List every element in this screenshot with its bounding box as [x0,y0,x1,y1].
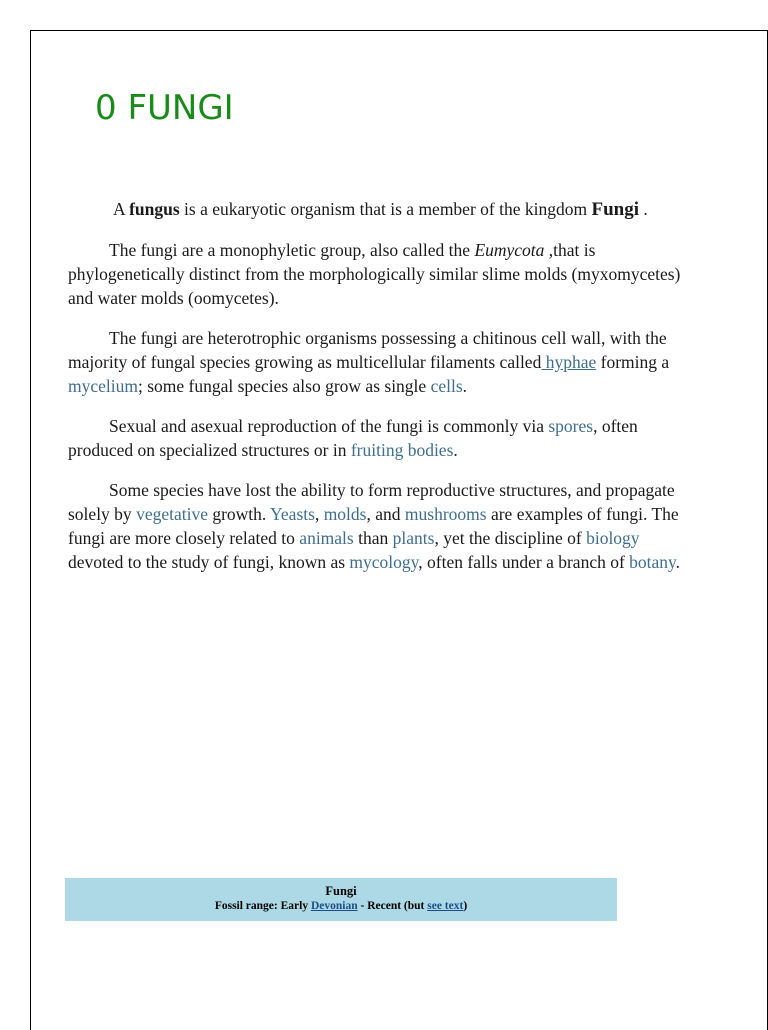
link-yeasts[interactable]: Yeasts [270,504,315,524]
link-mycology[interactable]: mycology [349,552,419,572]
link-devonian[interactable]: Devonian [310,900,358,912]
paragraph-species: Some species have lost the ability to form reproductive structures, and propagate solely by vegetative growth. Yeasts, molds, and mushrooms are examples of fungi. The fungi are more closely related to animals than plants, yet the discipline of biology devoted to the study of fungi, known as mycology, often falls under a branch of botany. [68,480,681,572]
page-title: 0 FUNGI [95,88,234,128]
term-fungi: Fungi [591,199,639,220]
term-eumycota: Eumycota [474,240,545,260]
link-biology[interactable]: biology [586,528,640,548]
paragraph-monophyletic: The fungi are a monophyletic group, also called the Eumycota ,that is phylogenetically distinct from the morphologically similar slime molds (myxomycetes) and water molds (oomycetes). [68,240,681,308]
article-body [68,197,698,590]
taxobox-header [65,878,617,921]
link-botany[interactable]: botany [629,552,676,572]
link-molds[interactable]: molds [323,504,367,524]
term-fungus: fungus [129,199,180,219]
taxobox-title: Fungi [325,884,357,898]
link-fruiting-bodies[interactable]: fruiting bodies [350,440,454,460]
link-spores[interactable]: spores [548,416,594,436]
link-vegetative[interactable]: vegetative [136,504,208,524]
fossil-range: Fossil range: Early Devonian - Recent (but see text) [214,900,468,912]
link-see-text[interactable]: see text [427,900,464,912]
link-cells[interactable]: cells [430,376,463,396]
paragraph-reproduction: Sexual and asexual reproduction of the fungi is commonly via spores, often produced on specialized structures or in fruiting bodies. [68,416,638,460]
link-hyphae[interactable]: hyphae [541,352,597,372]
link-mushrooms[interactable]: mushrooms [404,504,487,524]
link-animals[interactable]: animals [299,528,354,548]
link-mycelium[interactable]: mycelium [68,376,138,396]
paragraph-heterotrophic: The fungi are heterotrophic organisms possessing a chitinous cell wall, with the majority of fungal species growing as multicellular filaments called hyphae forming a mycelium; some fungal species also grow as single cells. [68,328,670,396]
paragraph-definition: A fungus is a eukaryotic organism that is a member of the kingdom Fungi . [113,199,648,220]
link-plants[interactable]: plants [392,528,435,548]
